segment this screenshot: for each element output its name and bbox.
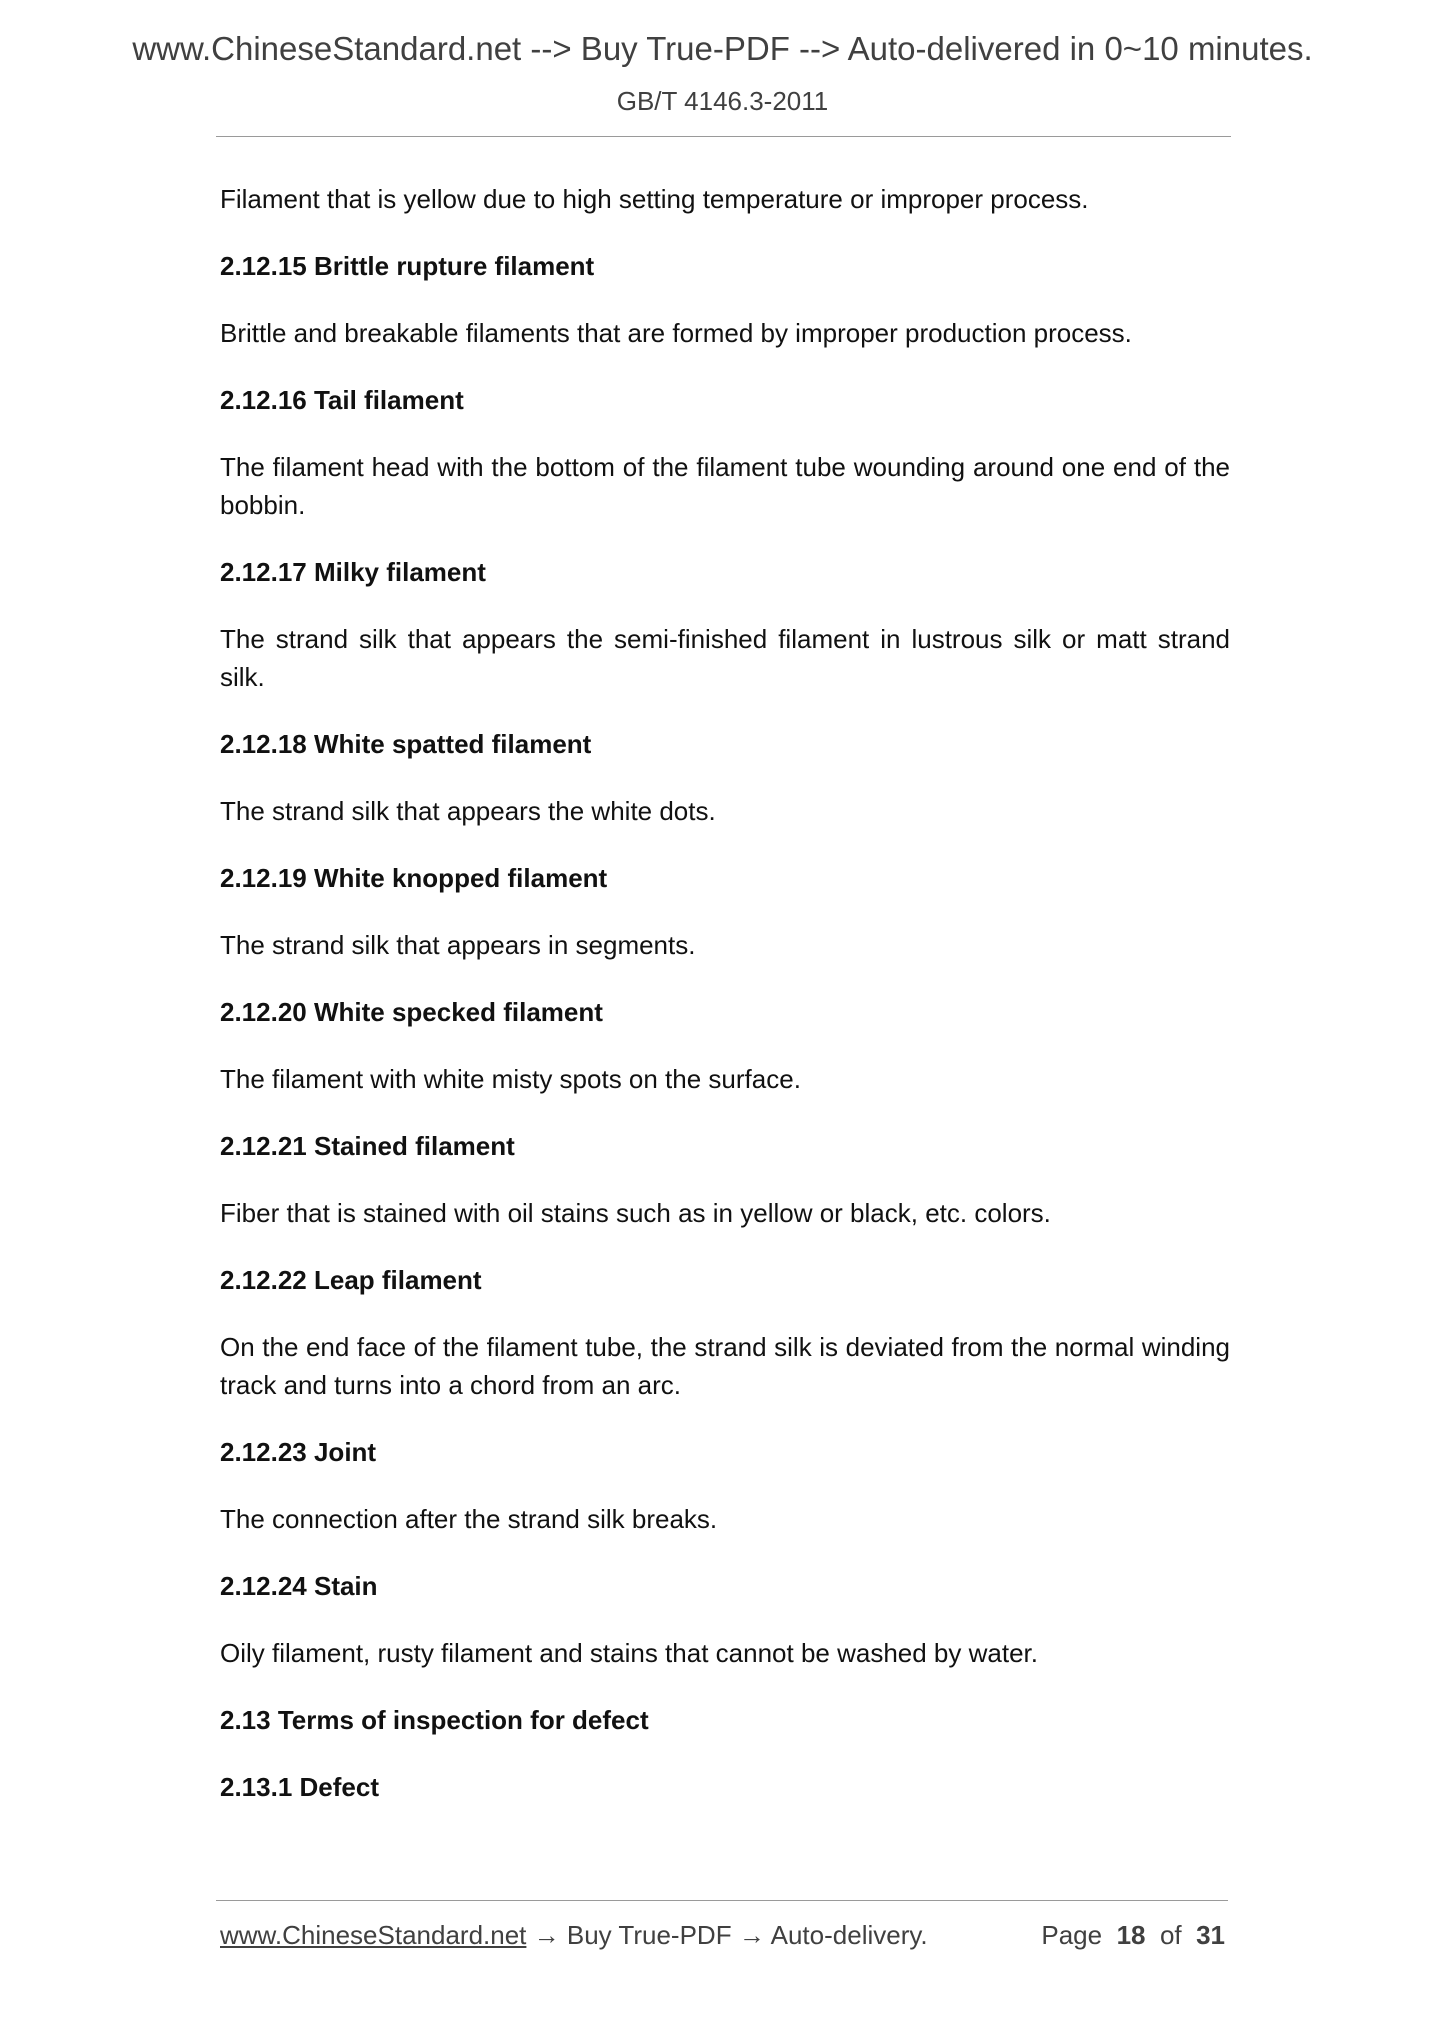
paragraph-2-12-15: Brittle and breakable filaments that are formed by improper production process. bbox=[220, 318, 1132, 348]
heading-2-12-18: 2.12.18 White spatted filament bbox=[220, 729, 592, 759]
heading-2-12-22: 2.12.22 Leap filament bbox=[220, 1265, 482, 1295]
paragraph-2-12-22: On the end face of the filament tube, the strand silk is deviated from the normal winding track and turns into a chord from an arc. bbox=[220, 1332, 1230, 1400]
page-indicator bbox=[1041, 1920, 1225, 1951]
intro-paragraph: Filament that is yellow due to high setting temperature or improper process. bbox=[220, 184, 1089, 214]
footer-buy-text: Buy True-PDF bbox=[566, 1920, 732, 1950]
total-pages: 31 bbox=[1196, 1920, 1225, 1950]
heading-2-12-21: 2.12.21 Stained filament bbox=[220, 1131, 515, 1161]
paragraph-2-12-24: Oily filament, rusty filament and stains that cannot be washed by water. bbox=[220, 1638, 1038, 1668]
site-banner: www.ChineseStandard.net --> Buy True-PDF --> Auto-delivered in 0~10 minutes. bbox=[132, 30, 1313, 67]
page-label: Page bbox=[1041, 1920, 1103, 1950]
paragraph-2-12-19: The strand silk that appears in segments. bbox=[220, 930, 696, 960]
paragraph-2-12-20: The filament with white misty spots on the surface. bbox=[220, 1064, 801, 1094]
paragraph-2-12-23: The connection after the strand silk breaks. bbox=[220, 1504, 718, 1534]
paragraph-2-12-17: The strand silk that appears the semi-finished filament in lustrous silk or matt strand silk. bbox=[220, 624, 1230, 692]
heading-2-12-23: 2.12.23 Joint bbox=[220, 1437, 377, 1467]
heading-2-13-1: 2.13.1 Defect bbox=[220, 1772, 379, 1802]
heading-2-12-20: 2.12.20 White specked filament bbox=[220, 997, 603, 1027]
paragraph-2-12-21: Fiber that is stained with oil stains such as in yellow or black, etc. colors. bbox=[220, 1198, 1051, 1228]
arrow-right-icon: → bbox=[533, 1920, 560, 1950]
arrow-right-icon: → bbox=[738, 1920, 765, 1950]
heading-2-12-15: 2.12.15 Brittle rupture filament bbox=[220, 251, 595, 281]
standard-code: GB/T 4146.3-2011 bbox=[616, 86, 829, 116]
footer-promo bbox=[220, 1920, 928, 1951]
heading-2-12-24: 2.12.24 Stain bbox=[220, 1571, 378, 1601]
heading-2-12-16: 2.12.16 Tail filament bbox=[220, 385, 464, 415]
paragraph-2-12-16: The filament head with the bottom of the filament tube wounding around one end of the bobbin. bbox=[220, 452, 1230, 520]
document-body bbox=[220, 180, 1230, 1806]
heading-2-12-17: 2.12.17 Milky filament bbox=[220, 557, 486, 587]
footer-divider bbox=[216, 1900, 1228, 1901]
of-label: of bbox=[1159, 1920, 1182, 1950]
heading-2-13: 2.13 Terms of inspection for defect bbox=[220, 1705, 649, 1735]
footer-delivery-text: Auto-delivery. bbox=[770, 1920, 928, 1950]
paragraph-2-12-18: The strand silk that appears the white dots. bbox=[220, 796, 716, 826]
footer-site-link[interactable]: www.ChineseStandard.net bbox=[220, 1920, 527, 1950]
page-number: 18 bbox=[1116, 1920, 1146, 1950]
header-divider bbox=[216, 136, 1231, 137]
heading-2-12-19: 2.12.19 White knopped filament bbox=[220, 863, 608, 893]
